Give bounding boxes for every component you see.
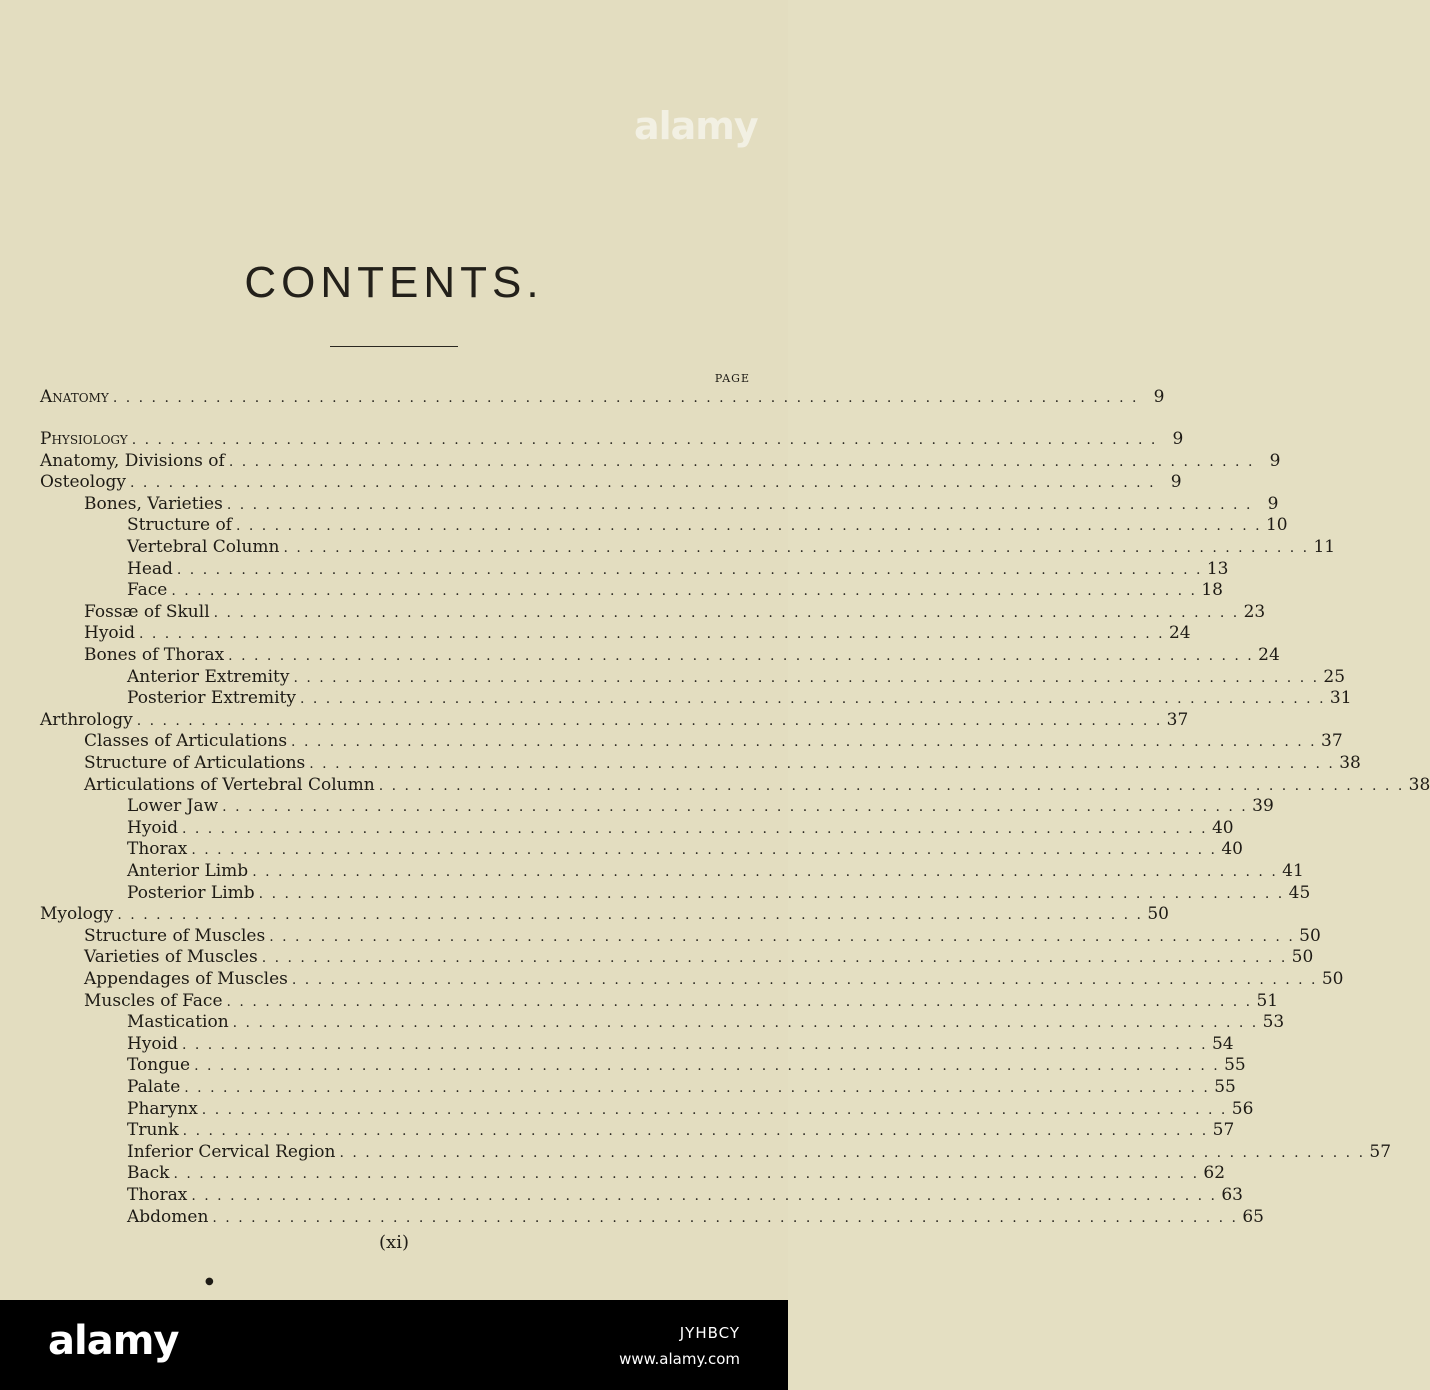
toc-entry [40,386,1165,408]
toc-entry-page: 50 [1291,947,1314,968]
toc-entry-page: 50 [1147,904,1169,925]
dot-leader: . . . . . . . . . . . . . . . . . . . . . . . . . . . . . . . . . . . . . . . . . . . . . . . . . . . . . . . . . . . . . . . . . . . . . . . . . . . . . . . . [201,1101,1228,1118]
toc-entry [84,990,1279,1012]
dot-leader: . . . . . . . . . . . . . . . . . . . . . . . . . . . . . . . . . . . . . . . . . . . . . . . . . . . . . . . . . . . . . . . . . . . . . . . . . . . . . . . . [184,1080,1210,1096]
toc-entry-page: 37 [1166,709,1189,730]
toc-entry-page: 13 [1206,558,1229,579]
toc-entry [40,428,1184,450]
toc-entry-page: 23 [1243,601,1266,622]
dot-leader: . . . . . . . . . . . . . . . . . . . . . . . . . . . . . . . . . . . . . . . . . . . . . . . . . . . . . . . . . . . . . . . . . . . . . . . . . . . . . . . . [291,734,1317,751]
toc-entry-label: Articulations of Vertebral Column [84,774,375,795]
toc-entry-page: 53 [1262,1012,1285,1033]
toc-entry-label: Arthrology [40,709,133,730]
toc-entry [40,450,1281,472]
dot-leader: . . . . . . . . . . . . . . . . . . . . . . . . . . . . . . . . . . . . . . . . . . . . . . . . . . . . . . . . . . . . . . . . . . . . . . . . . . . . . . . . [228,453,1255,470]
toc-entry [84,493,1279,515]
toc-entry-page: 65 [1242,1206,1264,1227]
dot-leader: . . . . . . . . . . . . . . . . . . . . . . . . . . . . . . . . . . . . . . . . . . . . . . . . . . . . . . . . . . . . . . . . . . . . . . . . . . . . . . . . [213,604,1240,621]
toc-entry [127,1033,1234,1055]
toc-entry-label: Osteology [40,472,126,493]
toc-entry-label: Anterior Limb [127,861,249,881]
toc-entry [84,968,1344,990]
toc-entry-label: Thorax [127,839,188,860]
ink-mark: ● [205,1276,214,1287]
page-number-footer: (xi) [379,1232,409,1253]
toc-entry-page: 10 [1265,515,1288,536]
dot-leader: . . . . . . . . . . . . . . . . . . . . . . . . . . . . . . . . . . . . . . . . . . . . . . . . . . . . . . . . . . . . . . . . . . . . . . . . . . . . . . . . [293,669,1320,686]
dot-leader: . . . . . . . . . . . . . . . . . . . . . . . . . . . . . . . . . . . . . . . . . . . . . . . . . . . . . . . . . . . . . . . . . . . . . . . . . . . . . . . . [171,583,1197,600]
toc-entry-label: Trunk [127,1120,179,1141]
toc-entry [40,471,1182,493]
toc-entry-page: 41 [1282,861,1304,881]
toc-entry-page: 39 [1252,796,1274,817]
image-id: JYHBCY [679,1324,740,1342]
toc-entry-page: 45 [1288,882,1311,903]
toc-entry-page: 25 [1323,666,1346,687]
alamy-logo: alamy [48,1318,179,1364]
toc-entry-label: Structure of Muscles [84,925,266,946]
toc-entry-label: Physiology [40,429,128,449]
toc-entry-page: 50 [1299,925,1321,946]
toc-entry [127,558,1229,580]
toc-entry-page: 38 [1408,774,1430,795]
dot-leader: . . . . . . . . . . . . . . . . . . . . . . . . . . . . . . . . . . . . . . . . . . . . . . . . . . . . . . . . . . . . . . . . . . . . . . . . . . . . . . . . [232,1015,1259,1032]
toc-entry [84,644,1280,666]
site-url: www.alamy.com [619,1350,740,1368]
dot-leader: . . . . . . . . . . . . . . . . . . . . . . . . . . . . . . . . . . . . . . . . . . . . . . . . . . . . . . . . . . . . . . . . . . . . . . . . . . . . . . . . [291,972,1318,988]
toc-entry-label: Hyoid [84,623,135,644]
toc-entry [84,601,1266,623]
toc-entry-label: Muscles of Face [84,990,223,1011]
toc-entry [84,925,1321,947]
toc-entry-page: 37 [1321,731,1343,752]
toc-entry-page: 62 [1203,1163,1226,1184]
title-rule [330,346,458,347]
dot-leader: . . . . . . . . . . . . . . . . . . . . . . . . . . . . . . . . . . . . . . . . . . . . . . . . . . . . . . . . . . . . . . . . . . . . . . . . . . . . . . . . [261,950,1288,967]
toc-entry-label: Head [127,558,173,579]
toc-entry-label: Posterior Limb [127,882,255,903]
toc-entry [127,1054,1246,1076]
toc-entry-label: Structure of Articulations [84,753,306,773]
toc-entry [40,903,1169,925]
toc-entry [127,1098,1254,1120]
toc-entry [127,838,1243,860]
toc-entry-label: Bones, Varieties [84,493,223,514]
dot-leader: . . . . . . . . . . . . . . . . . . . . . . . . . . . . . . . . . . . . . . . . . . . . . . . . . . . . . . . . . . . . . . . . . . . . . . . . . . . . . . . . [258,885,1285,902]
toc-entry [127,860,1304,882]
dot-leader: . . . . . . . . . . . . . . . . . . . . . . . . . . . . . . . . . . . . . . . . . . . . . . . . . . . . . . . . . . . . . . . . . . . . . . . . . . . . . . . . [235,518,1262,535]
toc-entry-label: Palate [127,1077,181,1097]
toc-entry-page: 55 [1214,1077,1236,1097]
toc-entry [127,1119,1235,1141]
dot-leader: . . . . . . . . . . . . . . . . . . . . . . . . . . . . . . . . . . . . . . . . . . . . . . . . . . . . . . . . . . . . . . . . . . . . . . . . . . . . . . . . [181,820,1208,837]
toc-entry-page: 56 [1231,1098,1254,1119]
toc-entry-page: 9 [1170,472,1182,493]
toc-entry [127,1141,1392,1163]
dot-leader: . . . . . . . . . . . . . . . . . . . . . . . . . . . . . . . . . . . . . . . . . . . . . . . . . . . . . . . . . . . . . . . . . . . . . . . . . . . . . . . . [131,432,1158,448]
dot-leader: . . . . . . . . . . . . . . . . . . . . . . . . . . . . . . . . . . . . . . . . . . . . . . . . . . . . . . . . . . . . . . . . . . . . . . . . . . . . . . . . [194,1058,1220,1075]
toc-entry-label: Tongue [127,1055,191,1076]
dot-leader: . . . . . . . . . . . . . . . . . . . . . . . . . . . . . . . . . . . . . . . . . . . . . . . . . . . . . . . . . . . . . . . . . . . . . . . . . . . . . . . . [212,1209,1238,1226]
toc-entry-page: 50 [1321,969,1344,989]
toc-entry [127,514,1288,536]
toc-entry-label: Thorax [127,1185,188,1205]
dot-leader: . . . . . . . . . . . . . . . . . . . . . . . . . . . . . . . . . . . . . . . . . . . . . . . . . . . . . . . . . . . . . . . . . . . . . . . . . . . . . . . . [191,1188,1217,1204]
toc-entry [84,752,1361,774]
dot-leader: . . . . . . . . . . . . . . . . . . . . . . . . . . . . . . . . . . . . . . . . . . . . . . . . . . . . . . . . . . . . . . . . . . . . . . . . . . . . . . . . [222,799,1248,816]
toc-entry [84,946,1314,968]
toc-entry-label: Anterior Extremity [127,666,290,687]
page-column-header: PAGE [714,372,750,385]
toc-entry [127,1011,1285,1033]
toc-entry [127,1184,1243,1206]
toc-entry [127,1206,1264,1228]
toc-entry [84,622,1191,644]
dot-leader: . . . . . . . . . . . . . . . . . . . . . . . . . . . . . . . . . . . . . . . . . . . . . . . . . . . . . . . . . . . . . . . . . . . . . . . . . . . . . . . . [339,1144,1366,1161]
toc-entry-page: 40 [1211,817,1234,838]
toc-entry-label: Hyoid [127,1033,178,1054]
toc-entry-label: Bones of Thorax [84,645,225,665]
toc-entry-page: 9 [1153,387,1165,407]
dot-leader: . . . . . . . . . . . . . . . . . . . . . . . . . . . . . . . . . . . . . . . . . . . . . . . . . . . . . . . . . . . . . . . . . . . . . . . . . . . . . . . . [173,1166,1200,1183]
toc-entry [84,774,1430,796]
toc-entry-page: 51 [1256,990,1279,1011]
toc-entry-label: Anatomy [40,387,109,407]
toc-entry [40,709,1189,731]
toc-entry-label: Posterior Extremity [127,688,296,709]
toc-entry-page: 24 [1258,645,1280,665]
toc-entry [127,1162,1226,1184]
toc-entry-page: 57 [1212,1120,1235,1141]
dot-leader: . . . . . . . . . . . . . . . . . . . . . . . . . . . . . . . . . . . . . . . . . . . . . . . . . . . . . . . . . . . . . . . . . . . . . . . . . . . . . . . . [283,540,1310,556]
dot-leader: . . . . . . . . . . . . . . . . . . . . . . . . . . . . . . . . . . . . . . . . . . . . . . . . . . . . . . . . . . . . . . . . . . . . . . . . . . . . . . . . [309,756,1335,772]
toc-entry-page: 38 [1339,753,1361,773]
toc-entry [127,536,1336,558]
toc-entry-label: Varieties of Muscles [84,947,258,968]
toc-entry-label: Lower Jaw [127,796,219,817]
dot-leader: . . . . . . . . . . . . . . . . . . . . . . . . . . . . . . . . . . . . . . . . . . . . . . . . . . . . . . . . . . . . . . . . . . . . . . . . . . . . . . . . [378,777,1405,794]
toc-entry-page: 9 [1172,429,1184,449]
toc-entry-label: Fossæ of Skull [84,601,210,622]
toc-entry-page: 54 [1211,1033,1234,1054]
dot-leader: . . . . . . . . . . . . . . . . . . . . . . . . . . . . . . . . . . . . . . . . . . . . . . . . . . . . . . . . . . . . . . . . . . . . . . . . . . . . . . . . [138,626,1165,643]
dot-leader: . . . . . . . . . . . . . . . . . . . . . . . . . . . . . . . . . . . . . . . . . . . . . . . . . . . . . . . . . . . . . . . . . . . . . . . . . . . . . . . . [181,1036,1208,1053]
watermark: alamy [634,104,758,148]
toc-entry-page: 55 [1224,1055,1246,1076]
dot-leader: . . . . . . . . . . . . . . . . . . . . . . . . . . . . . . . . . . . . . . . . . . . . . . . . . . . . . . . . . . . . . . . . . . . . . . . . . . . . . . . . [129,475,1156,492]
toc-entry [127,882,1311,904]
toc-entry-page: 11 [1313,537,1336,557]
toc-entry-label: Face [127,580,168,601]
dot-leader: . . . . . . . . . . . . . . . . . . . . . . . . . . . . . . . . . . . . . . . . . . . . . . . . . . . . . . . . . . . . . . . . . . . . . . . . . . . . . . . . [182,1123,1209,1140]
dot-leader: . . . . . . . . . . . . . . . . . . . . . . . . . . . . . . . . . . . . . . . . . . . . . . . . . . . . . . . . . . . . . . . . . . . . . . . . . . . . . . . . [269,928,1295,945]
dot-leader: . . . . . . . . . . . . . . . . . . . . . . . . . . . . . . . . . . . . . . . . . . . . . . . . . . . . . . . . . . . . . . . . . . . . . . . . . . . . . . . . [176,561,1203,578]
toc-entry-label: Back [127,1163,170,1184]
toc-entry-label: Mastication [127,1012,229,1033]
toc-entry-label: Anatomy, Divisions of [40,450,225,471]
toc-entry-label: Inferior Cervical Region [127,1141,336,1162]
dot-leader: . . . . . . . . . . . . . . . . . . . . . . . . . . . . . . . . . . . . . . . . . . . . . . . . . . . . . . . . . . . . . . . . . . . . . . . . . . . . . . . . [117,907,1143,924]
dot-leader: . . . . . . . . . . . . . . . . . . . . . . . . . . . . . . . . . . . . . . . . . . . . . . . . . . . . . . . . . . . . . . . . . . . . . . . . . . . . . . . . [299,691,1326,708]
toc-entry [127,817,1234,839]
toc-entry [127,579,1223,601]
dot-leader: . . . . . . . . . . . . . . . . . . . . . . . . . . . . . . . . . . . . . . . . . . . . . . . . . . . . . . . . . . . . . . . . . . . . . . . . . . . . . . . . [252,864,1278,880]
toc-entry [127,795,1274,817]
toc-entry-page: 40 [1221,839,1243,860]
dot-leader: . . . . . . . . . . . . . . . . . . . . . . . . . . . . . . . . . . . . . . . . . . . . . . . . . . . . . . . . . . . . . . . . . . . . . . . . . . . . . . . . [226,993,1253,1010]
toc-entry-label: Appendages of Muscles [84,969,288,989]
toc-entry-label: Hyoid [127,817,178,838]
toc-entry-label: Pharynx [127,1098,198,1119]
dot-leader: . . . . . . . . . . . . . . . . . . . . . . . . . . . . . . . . . . . . . . . . . . . . . . . . . . . . . . . . . . . . . . . . . . . . . . . . . . . . . . . . [191,842,1217,859]
toc-entry-label: Structure of [127,515,232,536]
page-title: CONTENTS. [244,258,544,307]
toc-entry-page: 18 [1201,580,1223,601]
toc-entry-label: Abdomen [127,1206,209,1227]
toc-entry-page: 31 [1329,688,1352,709]
dot-leader: . . . . . . . . . . . . . . . . . . . . . . . . . . . . . . . . . . . . . . . . . . . . . . . . . . . . . . . . . . . . . . . . . . . . . . . . . . . . . . . . [136,712,1163,729]
dot-leader: . . . . . . . . . . . . . . . . . . . . . . . . . . . . . . . . . . . . . . . . . . . . . . . . . . . . . . . . . . . . . . . . . . . . . . . . . . . . . . . . [112,390,1139,406]
toc-entry-page: 63 [1221,1185,1243,1205]
toc-entry-page: 9 [1269,450,1281,471]
toc-entry-page: 9 [1267,493,1279,514]
toc-entry [127,1076,1236,1098]
toc-entry [127,666,1346,688]
toc-entry-label: Myology [40,904,114,925]
dot-leader: . . . . . . . . . . . . . . . . . . . . . . . . . . . . . . . . . . . . . . . . . . . . . . . . . . . . . . . . . . . . . . . . . . . . . . . . . . . . . . . . [228,648,1254,664]
toc-entry-page: 24 [1168,623,1191,644]
toc-entry [84,730,1343,752]
dot-leader: . . . . . . . . . . . . . . . . . . . . . . . . . . . . . . . . . . . . . . . . . . . . . . . . . . . . . . . . . . . . . . . . . . . . . . . . . . . . . . . . [226,496,1253,513]
toc-entry-label: Vertebral Column [127,537,280,557]
toc-entry-page: 57 [1369,1141,1392,1162]
toc-entry [127,687,1352,709]
toc-entry-label: Classes of Articulations [84,731,288,752]
